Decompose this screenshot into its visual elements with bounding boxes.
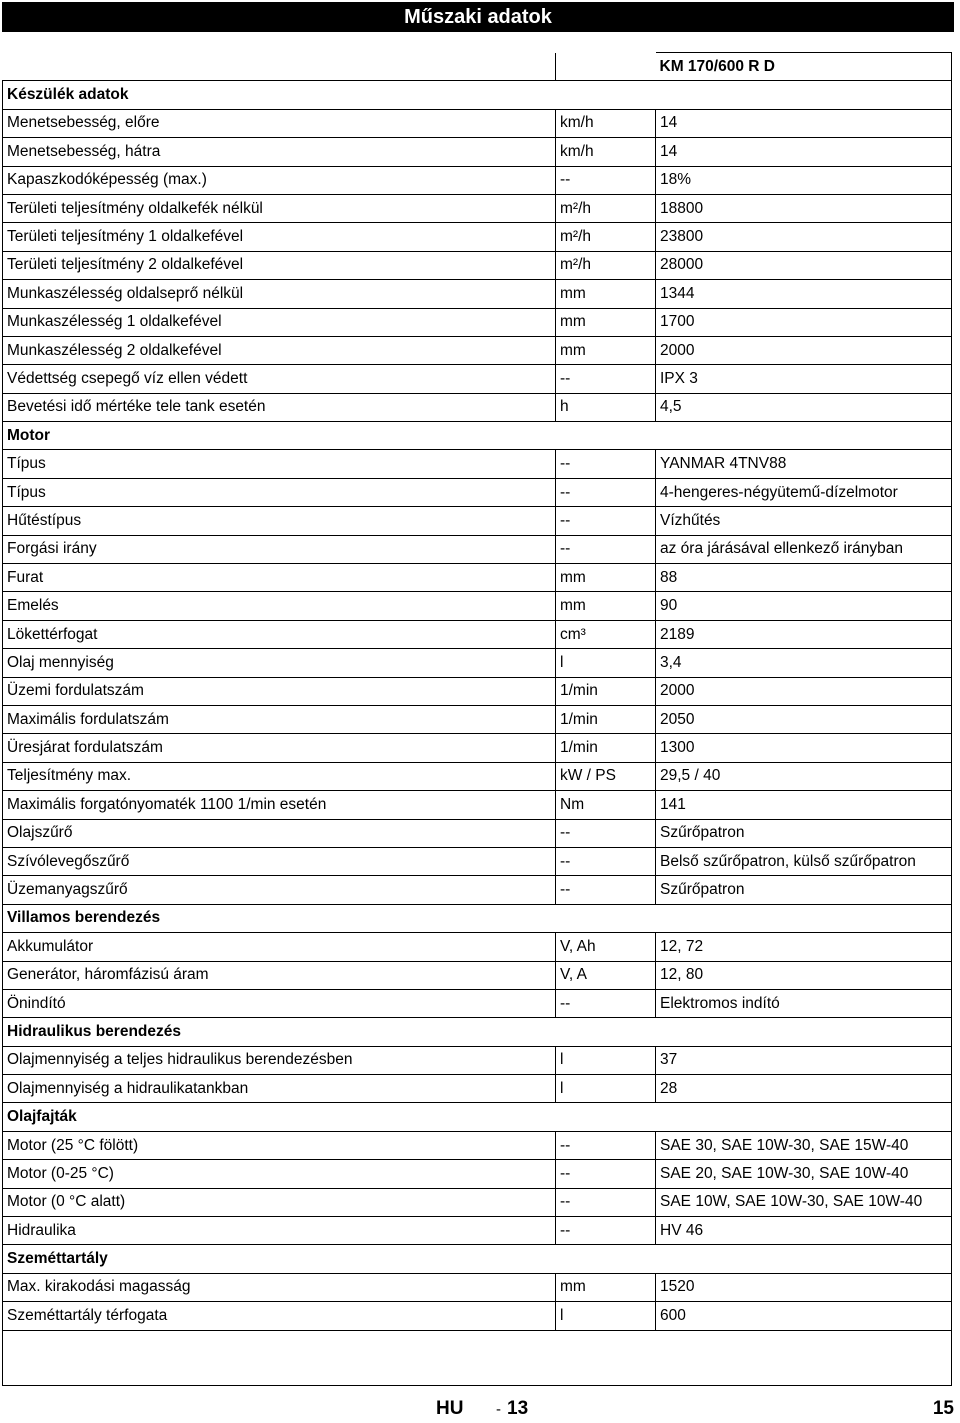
table-row: [3, 109, 952, 137]
table-row: [3, 308, 952, 336]
table-row: [3, 620, 952, 648]
spec-label: Olajszűrő: [3, 819, 556, 847]
section-header-row: [3, 1018, 952, 1046]
spec-label: Munkaszélesség 1 oldalkefével: [3, 308, 556, 336]
spec-value: 1344: [656, 280, 952, 308]
header-empty-cell: [556, 53, 656, 81]
spec-value: 88: [656, 564, 952, 592]
table-row: [3, 138, 952, 166]
page-title: Műszaki adatok: [2, 2, 954, 32]
spec-label: Olajmennyiség a hidraulikatankban: [3, 1075, 556, 1103]
spec-label: Akkumulátor: [3, 933, 556, 961]
table-row: [3, 677, 952, 705]
spec-label: Menetsebesség, előre: [3, 109, 556, 137]
section-title: Olajfajták: [3, 1103, 556, 1131]
table-row: [3, 166, 952, 194]
table-row: [3, 1131, 952, 1159]
spec-value: 18%: [656, 166, 952, 194]
model-name: KM 170/600 R D: [656, 53, 952, 81]
spec-label: Teljesítmény max.: [3, 762, 556, 790]
table-row: [3, 847, 952, 875]
spec-value: 600: [656, 1302, 952, 1330]
spec-label: Forgási irány: [3, 535, 556, 563]
spec-value: 18800: [656, 194, 952, 222]
spec-unit: m²/h: [556, 223, 656, 251]
table-row: [3, 478, 952, 506]
spec-unit: mm: [556, 592, 656, 620]
spec-unit: m²/h: [556, 194, 656, 222]
section-header-row: [3, 904, 952, 932]
spec-value: 141: [656, 791, 952, 819]
table-row: [3, 251, 952, 279]
spec-value: 4-hengeres-négyütemű-dízelmotor: [656, 478, 952, 506]
spec-unit: l: [556, 1075, 656, 1103]
spec-value: 1300: [656, 734, 952, 762]
section-title: Motor: [3, 422, 556, 450]
table-row: [3, 1188, 952, 1216]
spec-label: Motor (0-25 °C): [3, 1160, 556, 1188]
spec-unit: --: [556, 1160, 656, 1188]
table-row: [3, 564, 952, 592]
spec-value: 1520: [656, 1273, 952, 1301]
spec-unit: Nm: [556, 791, 656, 819]
table-row: [3, 1217, 952, 1245]
spec-unit: cm³: [556, 620, 656, 648]
table-row: [3, 762, 952, 790]
spec-unit: --: [556, 989, 656, 1017]
spec-label: Munkaszélesség oldalseprő nélkül: [3, 280, 556, 308]
spec-unit: mm: [556, 564, 656, 592]
spec-unit: 1/min: [556, 677, 656, 705]
spec-unit: --: [556, 535, 656, 563]
spec-unit: V, Ah: [556, 933, 656, 961]
spec-label: Üzemanyagszűrő: [3, 876, 556, 904]
spec-value: 1700: [656, 308, 952, 336]
spec-label: Területi teljesítmény 1 oldalkefével: [3, 223, 556, 251]
spec-unit: V, A: [556, 961, 656, 989]
spec-label: Olaj mennyiség: [3, 649, 556, 677]
table-row: [3, 280, 952, 308]
spec-label: Védettség csepegő víz ellen védett: [3, 365, 556, 393]
spec-value: 12, 80: [656, 961, 952, 989]
spec-label: Üresjárat fordulatszám: [3, 734, 556, 762]
spec-label: Önindító: [3, 989, 556, 1017]
table-header-row: [3, 53, 952, 81]
spec-unit: --: [556, 507, 656, 535]
spec-unit: h: [556, 393, 656, 421]
spec-unit: l: [556, 1302, 656, 1330]
table-row: [3, 876, 952, 904]
spec-label: Kapaszkodóképesség (max.): [3, 166, 556, 194]
table-row: [3, 393, 952, 421]
table-row: [3, 649, 952, 677]
table-row: [3, 223, 952, 251]
spec-table: [2, 52, 952, 1386]
section-empty-cell: [556, 1018, 952, 1046]
spec-unit: km/h: [556, 138, 656, 166]
spec-unit: --: [556, 1131, 656, 1159]
table-row: [3, 1075, 952, 1103]
spec-label: Szívólevegőszűrő: [3, 847, 556, 875]
section-title: Villamos berendezés: [3, 904, 556, 932]
spec-unit: mm: [556, 336, 656, 364]
spec-unit: --: [556, 876, 656, 904]
table-row: [3, 819, 952, 847]
spec-label: Típus: [3, 478, 556, 506]
spec-label: Emelés: [3, 592, 556, 620]
footer-page-number: 15: [932, 1398, 954, 1419]
spec-value: SAE 20, SAE 10W-30, SAE 10W-40: [656, 1160, 952, 1188]
table-row: [3, 791, 952, 819]
footer-dash: -: [496, 1401, 501, 1418]
spec-label: Bevetési idő mértéke tele tank esetén: [3, 393, 556, 421]
spec-value: 2189: [656, 620, 952, 648]
spec-value: Vízhűtés: [656, 507, 952, 535]
spec-value: 3,4: [656, 649, 952, 677]
spec-value: SAE 10W, SAE 10W-30, SAE 10W-40: [656, 1188, 952, 1216]
spec-value: 14: [656, 109, 952, 137]
spec-label: Maximális forgatónyomaték 1100 1/min esetén: [3, 791, 556, 819]
table-row: [3, 933, 952, 961]
spec-value: 90: [656, 592, 952, 620]
empty-cell: [3, 1330, 952, 1385]
spec-unit: --: [556, 1217, 656, 1245]
table-row: [3, 507, 952, 535]
spec-unit: --: [556, 365, 656, 393]
spec-unit: mm: [556, 280, 656, 308]
spec-value: 2000: [656, 677, 952, 705]
table-spacer-row: [3, 1330, 952, 1385]
spec-unit: --: [556, 819, 656, 847]
spec-label: Olajmennyiség a teljes hidraulikus berendezésben: [3, 1046, 556, 1074]
section-empty-cell: [556, 904, 952, 932]
table-row: [3, 535, 952, 563]
table-row: [3, 961, 952, 989]
spec-value: 28: [656, 1075, 952, 1103]
spec-value: IPX 3: [656, 365, 952, 393]
section-header-row: [3, 1103, 952, 1131]
table-row: [3, 336, 952, 364]
spec-value: 29,5 / 40: [656, 762, 952, 790]
spec-unit: kW / PS: [556, 762, 656, 790]
spec-unit: --: [556, 450, 656, 478]
section-header-row: [3, 1245, 952, 1273]
section-empty-cell: [556, 81, 952, 109]
spec-unit: mm: [556, 308, 656, 336]
section-title: Készülék adatok: [3, 81, 556, 109]
spec-value: 2000: [656, 336, 952, 364]
spec-unit: km/h: [556, 109, 656, 137]
section-header-row: [3, 422, 952, 450]
spec-value: az óra járásával ellenkező irányban: [656, 535, 952, 563]
spec-value: SAE 30, SAE 10W-30, SAE 15W-40: [656, 1131, 952, 1159]
spec-label: Területi teljesítmény 2 oldalkefével: [3, 251, 556, 279]
section-title: Hidraulikus berendezés: [3, 1018, 556, 1046]
spec-value: Szűrőpatron: [656, 819, 952, 847]
spec-value: 4,5: [656, 393, 952, 421]
spec-value: 37: [656, 1046, 952, 1074]
spec-unit: --: [556, 478, 656, 506]
spec-label: Hidraulika: [3, 1217, 556, 1245]
spec-label: Területi teljesítmény oldalkefék nélkül: [3, 194, 556, 222]
spec-label: Lökettérfogat: [3, 620, 556, 648]
spec-label: Munkaszélesség 2 oldalkefével: [3, 336, 556, 364]
spec-unit: l: [556, 1046, 656, 1074]
spec-value: YANMAR 4TNV88: [656, 450, 952, 478]
spec-value: 12, 72: [656, 933, 952, 961]
table-row: [3, 194, 952, 222]
table-row: [3, 592, 952, 620]
spec-unit: l: [556, 649, 656, 677]
spec-unit: mm: [556, 1273, 656, 1301]
spec-label: Típus: [3, 450, 556, 478]
spec-label: Motor (25 °C fölött): [3, 1131, 556, 1159]
table-row: [3, 365, 952, 393]
table-row: [3, 989, 952, 1017]
spec-label: Szeméttartály térfogata: [3, 1302, 556, 1330]
section-empty-cell: [556, 1245, 952, 1273]
spec-unit: m²/h: [556, 251, 656, 279]
table-row: [3, 705, 952, 733]
spec-value: Elektromos indító: [656, 989, 952, 1017]
spec-unit: 1/min: [556, 705, 656, 733]
spec-unit: --: [556, 166, 656, 194]
spec-value: 28000: [656, 251, 952, 279]
spec-value: Szűrőpatron: [656, 876, 952, 904]
spec-label: Hűtéstípus: [3, 507, 556, 535]
table-row: [3, 734, 952, 762]
table-row: [3, 1273, 952, 1301]
spec-unit: --: [556, 1188, 656, 1216]
table-row: [3, 1160, 952, 1188]
spec-label: Maximális fordulatszám: [3, 705, 556, 733]
spec-value: 2050: [656, 705, 952, 733]
spec-value: 14: [656, 138, 952, 166]
spec-label: Üzemi fordulatszám: [3, 677, 556, 705]
footer-section-number: 13: [507, 1398, 529, 1419]
spec-label: Generátor, háromfázisú áram: [3, 961, 556, 989]
header-empty-cell: [3, 53, 556, 81]
spec-label: Motor (0 °C alatt): [3, 1188, 556, 1216]
spec-value: 23800: [656, 223, 952, 251]
spec-unit: 1/min: [556, 734, 656, 762]
section-header-row: [3, 81, 952, 109]
section-title: Szeméttartály: [3, 1245, 556, 1273]
section-empty-cell: [556, 422, 952, 450]
table-row: [3, 450, 952, 478]
spec-label: Max. kirakodási magasság: [3, 1273, 556, 1301]
table-row: [3, 1302, 952, 1330]
section-empty-cell: [556, 1103, 952, 1131]
spec-value: HV 46: [656, 1217, 952, 1245]
spec-label: Menetsebesség, hátra: [3, 138, 556, 166]
spec-value: Belső szűrőpatron, külső szűrőpatron: [656, 847, 952, 875]
spec-unit: --: [556, 847, 656, 875]
table-row: [3, 1046, 952, 1074]
footer-language: HU: [436, 1398, 464, 1419]
spec-label: Furat: [3, 564, 556, 592]
